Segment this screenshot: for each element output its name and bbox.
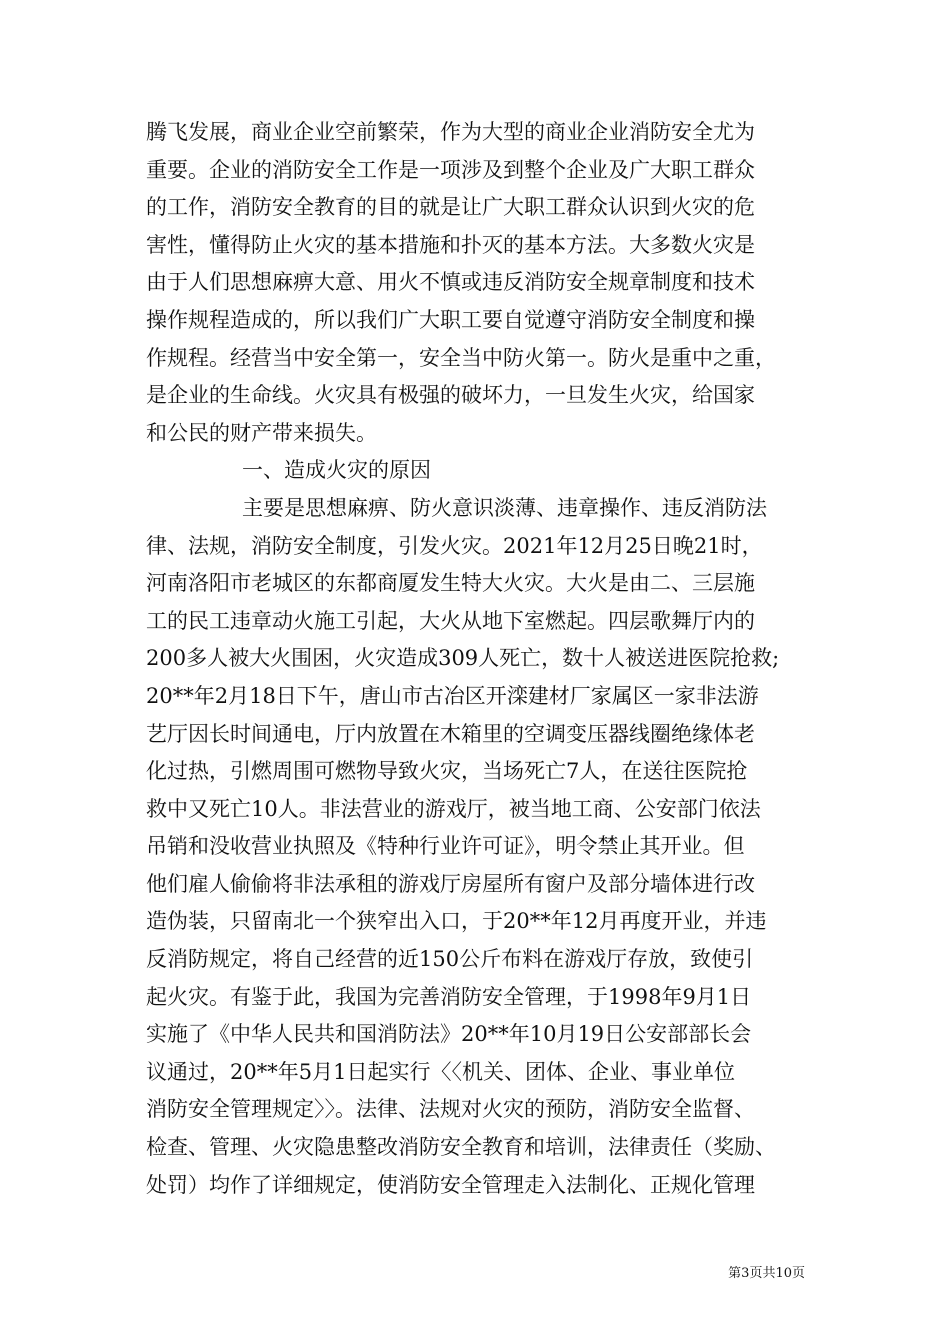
text-line: 化过热，引燃周围可燃物导致火灾，当场死亡7人，在送往医院抢: [146, 759, 748, 784]
text-line: 造伪装，只留南北一个狭窄出入口，于20**年12月再度开业，并违: [146, 909, 767, 934]
text-line: 救中又死亡10人。非法营业的游戏厅，被当地工商、公安部门依法: [146, 796, 761, 821]
text-line: 律、法规，消防安全制度，引发火灾。2021年12月25日晚21时，: [146, 533, 763, 558]
text-line: 河南洛阳市老城区的东都商厦发生特大火灾。大火是由二、三层施: [146, 571, 755, 596]
text-line: 主要是思想麻痹、防火意识淡薄、违章操作、违反消防法: [242, 495, 767, 520]
text-line: 作规程。经营当中安全第一，安全当中防火第一。防火是重中之重，: [146, 345, 776, 370]
text-line: 20**年2月18日下午，唐山市古冶区开滦建材厂家属区一家非法游: [146, 683, 759, 708]
text-line: 工的民工违章动火施工引起，大火从地下室燃起。四层歌舞厅内的: [146, 608, 755, 633]
text-line: 腾飞发展，商业企业空前繁荣，作为大型的商业企业消防安全尤为: [146, 120, 755, 144]
body-text: [146, 114, 816, 1204]
text-line: 消防安全管理规定〉〉。法律、法规对火灾的预防，消防安全监督、: [146, 1097, 755, 1122]
section-heading: 一、造成火灾的原因: [242, 458, 431, 483]
text-line: 反消防规定，将自己经营的近150公斤布料在游戏厅存放，致使引: [146, 947, 754, 972]
text-line: 害性，懂得防止火灾的基本措施和扑灭的基本方法。大多数火灾是: [146, 232, 755, 257]
text-line: 议通过，20**年5月1日起实行〈〈机关、团体、企业、事业单位: [146, 1059, 735, 1084]
text-line: 艺厅因长时间通电，厅内放置在木箱里的空调变压器线圈绝缘体老: [146, 721, 755, 746]
text-line: 重要。企业的消防安全工作是一项涉及到整个企业及广大职工群众: [146, 157, 755, 182]
page-number-footer: 第3页共10页: [728, 1266, 805, 1281]
text-line: 是企业的生命线。火灾具有极强的破坏力，一旦发生火灾，给国家: [146, 383, 755, 408]
text-line: 200多人被大火围困，火灾造成309人死亡，数十人被送进医院抢救;: [146, 646, 780, 671]
text-line: 处罚）均作了详细规定，使消防安全管理走入法制化、正规化管理: [146, 1172, 755, 1197]
text-line: 由于人们思想麻痹大意、用火不慎或违反消防安全规章制度和技术: [146, 270, 755, 295]
text-line: 实施了《中华人民共和国消防法》20**年10月19日公安部部长会: [146, 1022, 752, 1047]
text-line: 他们雇人偷偷将非法承租的游戏厅房屋所有窗户及部分墙体进行改: [146, 871, 755, 896]
text-line: 吊销和没收营业执照及《特种行业许可证》，明令禁止其开业。但: [146, 834, 745, 859]
text-line: 和公民的财产带来损失。: [146, 420, 377, 445]
text-line: 起火灾。有鉴于此，我国为完善消防安全管理，于1998年9月1日: [146, 984, 752, 1009]
text-line: 的工作，消防安全教育的目的就是让广大职工群众认识到火灾的危: [146, 195, 755, 220]
text-line: 检查、管理、火灾隐患整改消防安全教育和培训，法律责任（奖励、: [146, 1135, 776, 1160]
text-line: 操作规程造成的，所以我们广大职工要自觉遵守消防安全制度和操: [146, 307, 755, 332]
